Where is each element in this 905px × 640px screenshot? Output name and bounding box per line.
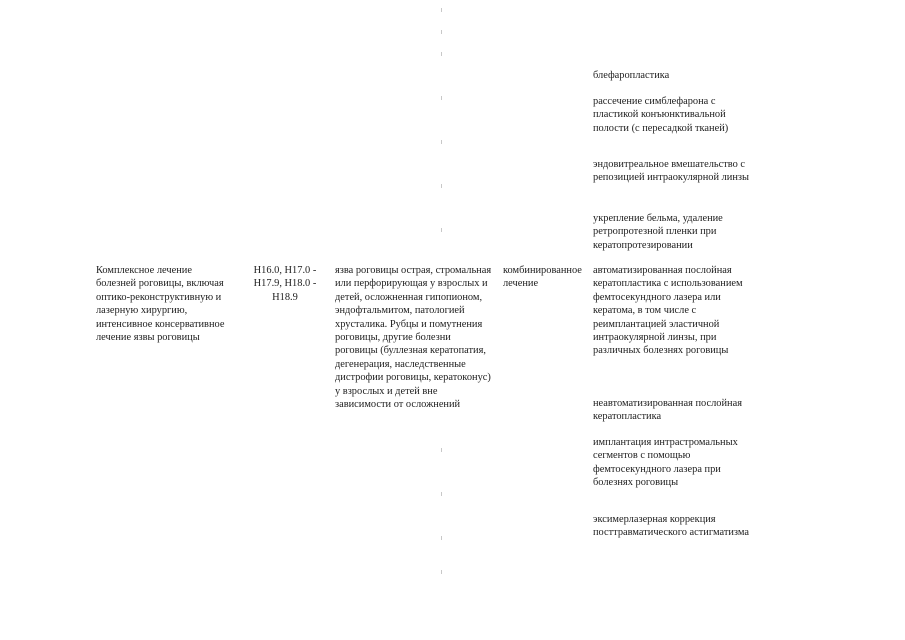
treatment-type: комбинированное лечение [503,265,582,290]
method-text: рассечение симблефарона с пластикой конъюнктивальной полости (с пересадкой тканей) [593,96,729,134]
scan-artifact [441,536,442,540]
patient-model: язва роговицы острая, стромальная или перфорирующая у взрослых и детей, осложненная гипопионом, эндофтальмитом, патологией хрусталика. Рубцы и помутнения роговицы, другие болезни роговицы (буллезная кератопатия, дегенерация, наследственные дистрофии роговицы, кератоконус) у взрослых и детей вне зависимости от осложнений [335,265,492,411]
scan-artifact [441,228,442,232]
icd-codes: H16.0, H17.0 - H17.9, H18.0 - H18.9 [253,265,317,303]
method-text: блефаропластика [593,70,670,81]
method-text: укрепление бельма, удаление ретропротезной пленки при кератопротезировании [593,213,723,251]
method-text: автоматизированная послойная кератопластика с использованием фемтосекундного лазера или кератома, в том числе с реимплантацией эластичной интраокулярной линзы, при различных болезнях роговицы [593,265,743,357]
scan-artifact [441,570,442,574]
scan-artifact [441,140,442,144]
method-text: эксимерлазерная коррекция посттравматического астигматизма [593,514,750,539]
scan-artifact [441,492,442,496]
scan-artifact [441,184,442,188]
scan-artifact [441,8,442,12]
method-text: имплантация интрастромальных сегментов с помощью фемтосекундного лазера при болезнях роговицы [593,437,738,489]
scan-artifact [441,448,442,452]
scan-artifact [441,52,442,56]
method-text: неавтоматизированная послойная кератопластика [593,398,742,423]
intervention-name: Комплексное лечение болезней роговицы, включая оптико-реконструктивную и лазерную хирургию, интенсивное консервативное лечение язвы роговицы [96,265,225,344]
scan-artifact [441,30,442,34]
method-text: эндовитреальное вмешательство с репозицией интраокулярной линзы [593,159,750,184]
scan-artifact [441,96,442,100]
